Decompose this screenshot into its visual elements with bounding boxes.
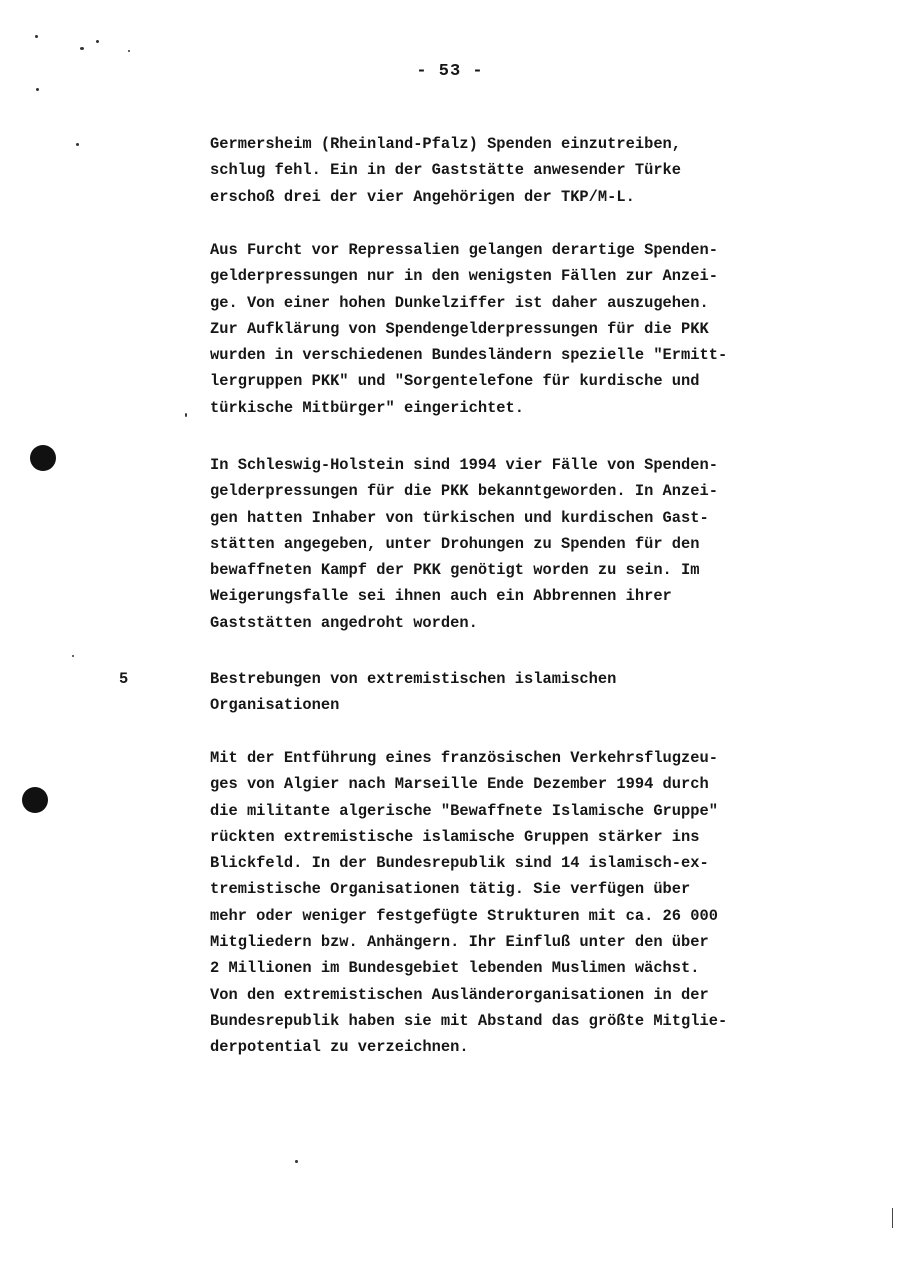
- text-line: ge. Von einer hohen Dunkelziffer ist daher auszugehen.: [210, 293, 709, 312]
- scan-speck: [128, 50, 130, 52]
- scan-speck: [185, 413, 187, 417]
- heading-line: Organisationen: [210, 696, 340, 715]
- scan-speck: [295, 1160, 298, 1163]
- text-line: Mit der Entführung eines französischen Verkehrsflugzeu-: [210, 749, 718, 767]
- scan-speck: [76, 143, 79, 146]
- text-line: Bundesrepublik haben sie mit Abstand das größte Mitglie-: [210, 1011, 728, 1030]
- text-line: Weigerungsfalle sei ihnen auch ein Abbrennen ihrer: [210, 587, 672, 606]
- text-line: wurden in verschiedenen Bundesländern spezielle "Ermitt-: [210, 346, 728, 365]
- text-line: erschoß drei der vier Angehörigen der TKP/M-L.: [210, 187, 635, 206]
- section-heading: [210, 666, 850, 719]
- punch-hole: [22, 787, 48, 813]
- text-line: Von den extremistischen Ausländerorganisationen in der: [210, 985, 709, 1004]
- text-line: Mitgliedern bzw. Anhängern. Ihr Einfluß unter den über: [210, 933, 709, 952]
- text-line: schlug fehl. Ein in der Gaststätte anwesender Türke: [210, 161, 682, 180]
- text-line: gelderpressungen für die PKK bekanntgeworden. In Anzei-: [210, 482, 718, 501]
- text-line: tremistische Organisationen tätig. Sie verfügen über: [210, 880, 691, 899]
- text-line: Blickfeld. In der Bundesrepublik sind 14 islamisch-ex-: [210, 854, 709, 873]
- page-number: - 53 -: [416, 62, 484, 81]
- section-number: 5: [119, 670, 129, 688]
- text-line: Zur Aufklärung von Spendengelderpressungen für die PKK: [210, 319, 709, 338]
- punch-hole: [30, 445, 56, 471]
- scan-edge-mark: [892, 1208, 893, 1228]
- text-line: lergruppen PKK" und "Sorgentelefone für kurdische und: [210, 372, 700, 391]
- text-line: 2 Millionen im Bundesgebiet lebenden Muslimen wächst.: [210, 959, 700, 978]
- paragraph-1: [210, 131, 850, 210]
- paragraph-3: [210, 452, 850, 636]
- text-line: mehr oder weniger festgefügte Strukturen mit ca. 26 000: [210, 906, 718, 925]
- scan-speck: [72, 655, 74, 657]
- text-line: gen hatten Inhaber von türkischen und kurdischen Gast-: [210, 508, 709, 527]
- text-line: gelderpressungen nur in den wenigsten Fällen zur Anzei-: [210, 267, 718, 286]
- scan-speck: [80, 47, 84, 50]
- text-line: türkische Mitbürger" eingerichtet.: [210, 398, 525, 417]
- text-line: Gaststätten angedroht worden.: [210, 613, 478, 632]
- text-line: Aus Furcht vor Repressalien gelangen derartige Spenden-: [210, 241, 718, 259]
- paragraph-2: [210, 237, 850, 421]
- scan-speck: [36, 88, 39, 91]
- text-line: Germersheim (Rheinland-Pfalz) Spenden einzutreiben,: [210, 135, 682, 153]
- scan-speck: [35, 35, 38, 38]
- scan-speck: [96, 40, 99, 43]
- text-line: bewaffneten Kampf der PKK genötigt worden zu sein. Im: [210, 561, 700, 580]
- text-line: ges von Algier nach Marseille Ende Dezember 1994 durch: [210, 775, 709, 794]
- text-line: derpotential zu verzeichnen.: [210, 1038, 469, 1057]
- text-line: die militante algerische "Bewaffnete Islamische Gruppe": [210, 801, 718, 820]
- section-paragraph: [210, 745, 850, 1061]
- text-line: stätten angegeben, unter Drohungen zu Spenden für den: [210, 534, 700, 553]
- heading-line: Bestrebungen von extremistischen islamischen: [210, 670, 617, 688]
- text-line: In Schleswig-Holstein sind 1994 vier Fälle von Spenden-: [210, 456, 718, 474]
- text-line: rückten extremistische islamische Gruppen stärker ins: [210, 827, 700, 846]
